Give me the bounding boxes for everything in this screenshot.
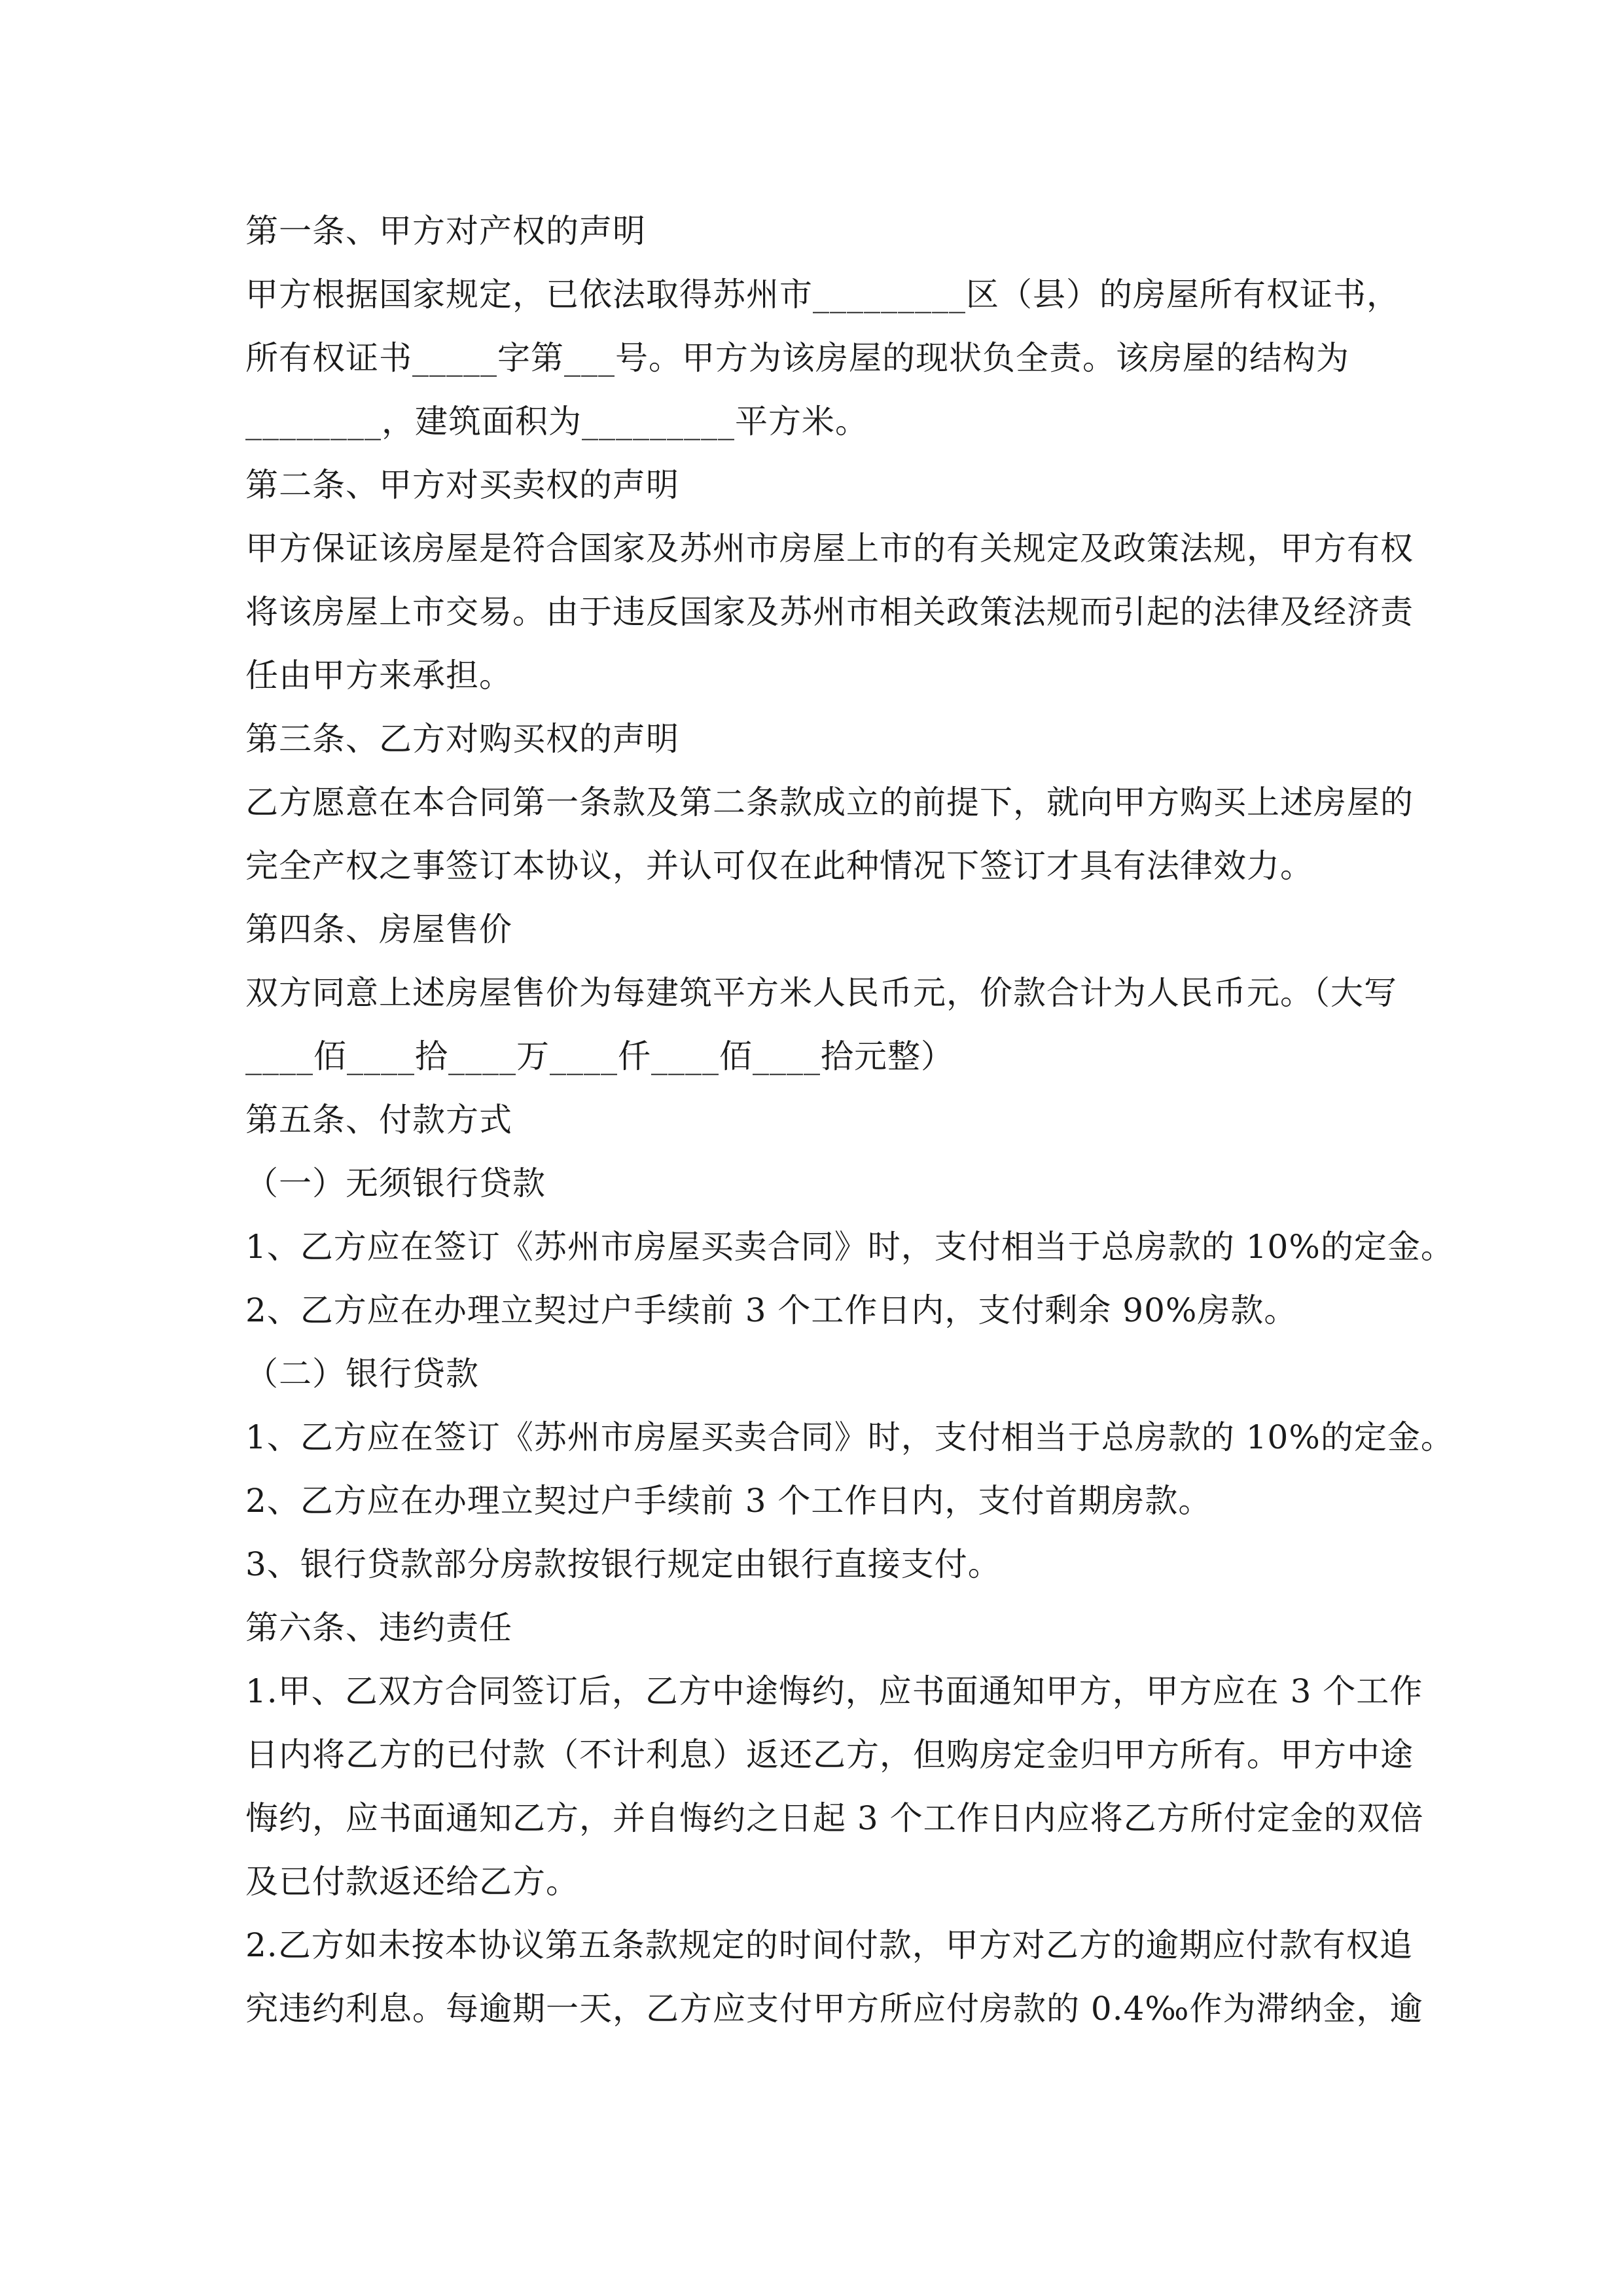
clause-3-heading: 第三条、乙方对购买权的声明 [245, 720, 679, 758]
clause-6-item-2-line-2: 究违约利息。每逾期一天，乙方应支付甲方所应付房款的 0.4‰作为滞纳金，逾 [245, 1990, 1423, 2028]
clause-5-sub-2-heading: （二）银行贷款 [245, 1355, 479, 1393]
clause-1-text-line-3: ________，建筑面积为_________平方米。 [245, 403, 868, 440]
clause-2-text-line-2: 将该房屋上市交易。由于违反国家及苏州市相关政策法规而引起的法律及经济责 [245, 593, 1414, 631]
clause-3-text-line-2: 完全产权之事签订本协议，并认可仅在此种情况下签订才具有法律效力。 [245, 847, 1313, 885]
clause-5-sub-2-item-1: 1、乙方应在签订《苏州市房屋买卖合同》时，支付相当于总房款的 10%的定金。 [245, 1418, 1454, 1456]
clause-5-sub-1-item-1: 1、乙方应在签订《苏州市房屋买卖合同》时，支付相当于总房款的 10%的定金。 [245, 1228, 1454, 1266]
clause-5-heading: 第五条、付款方式 [245, 1101, 512, 1139]
clause-5-sub-1-item-2: 2、乙方应在办理立契过户手续前 3 个工作日内，支付剩余 90%房款。 [245, 1291, 1298, 1329]
clause-4-heading: 第四条、房屋售价 [245, 910, 512, 948]
clause-5-sub-2-item-2: 2、乙方应在办理立契过户手续前 3 个工作日内，支付首期房款。 [245, 1482, 1212, 1520]
clause-2-text-line-1: 甲方保证该房屋是符合国家及苏州市房屋上市的有关规定及政策法规，甲方有权 [245, 529, 1414, 567]
clause-1-heading: 第一条、甲方对产权的声明 [245, 212, 646, 250]
clause-2-text-line-3: 任由甲方来承担。 [245, 656, 512, 694]
clause-6-item-1-line-1: 1.甲、乙双方合同签订后，乙方中途悔约，应书面通知甲方，甲方应在 3 个工作 [245, 1672, 1423, 1710]
clause-6-item-2-line-1: 2.乙方如未按本协议第五条款规定的时间付款，甲方对乙方的逾期应付款有权追 [245, 1926, 1413, 1964]
clause-6-item-1-line-4: 及已付款返还给乙方。 [245, 1863, 579, 1901]
contract-page [245, 200, 1454, 2041]
clause-5-sub-2-item-3: 3、银行贷款部分房款按银行规定由银行直接支付。 [245, 1545, 1001, 1583]
clause-2-heading: 第二条、甲方对买卖权的声明 [245, 466, 679, 504]
clause-6-item-1-line-3: 悔约，应书面通知乙方，并自悔约之日起 3 个工作日内应将乙方所付定金的双倍 [245, 1799, 1424, 1837]
clause-5-sub-1-heading: （一）无须银行贷款 [245, 1164, 546, 1202]
clause-1-text-line-2: 所有权证书_____字第___号。甲方为该房屋的现状负全责。该房屋的结构为 [245, 339, 1349, 377]
clause-4-text-line-1: 双方同意上述房屋售价为每建筑平方米人民币元，价款合计为人民币元。（大写 [245, 974, 1397, 1012]
clause-6-heading: 第六条、违约责任 [245, 1609, 512, 1647]
clause-3-text-line-1: 乙方愿意在本合同第一条款及第二条款成立的前提下，就向甲方购买上述房屋的 [245, 783, 1414, 821]
clause-1-text-line-1: 甲方根据国家规定，已依法取得苏州市_________区（县）的房屋所有权证书， [245, 276, 1400, 314]
clause-6-item-1-line-2: 日内将乙方的已付款（不计利息）返还乙方，但购房定金归甲方所有。甲方中途 [245, 1736, 1414, 1774]
clause-4-text-line-2: ____佰____拾____万____仟____佰____拾元整） [245, 1037, 954, 1075]
